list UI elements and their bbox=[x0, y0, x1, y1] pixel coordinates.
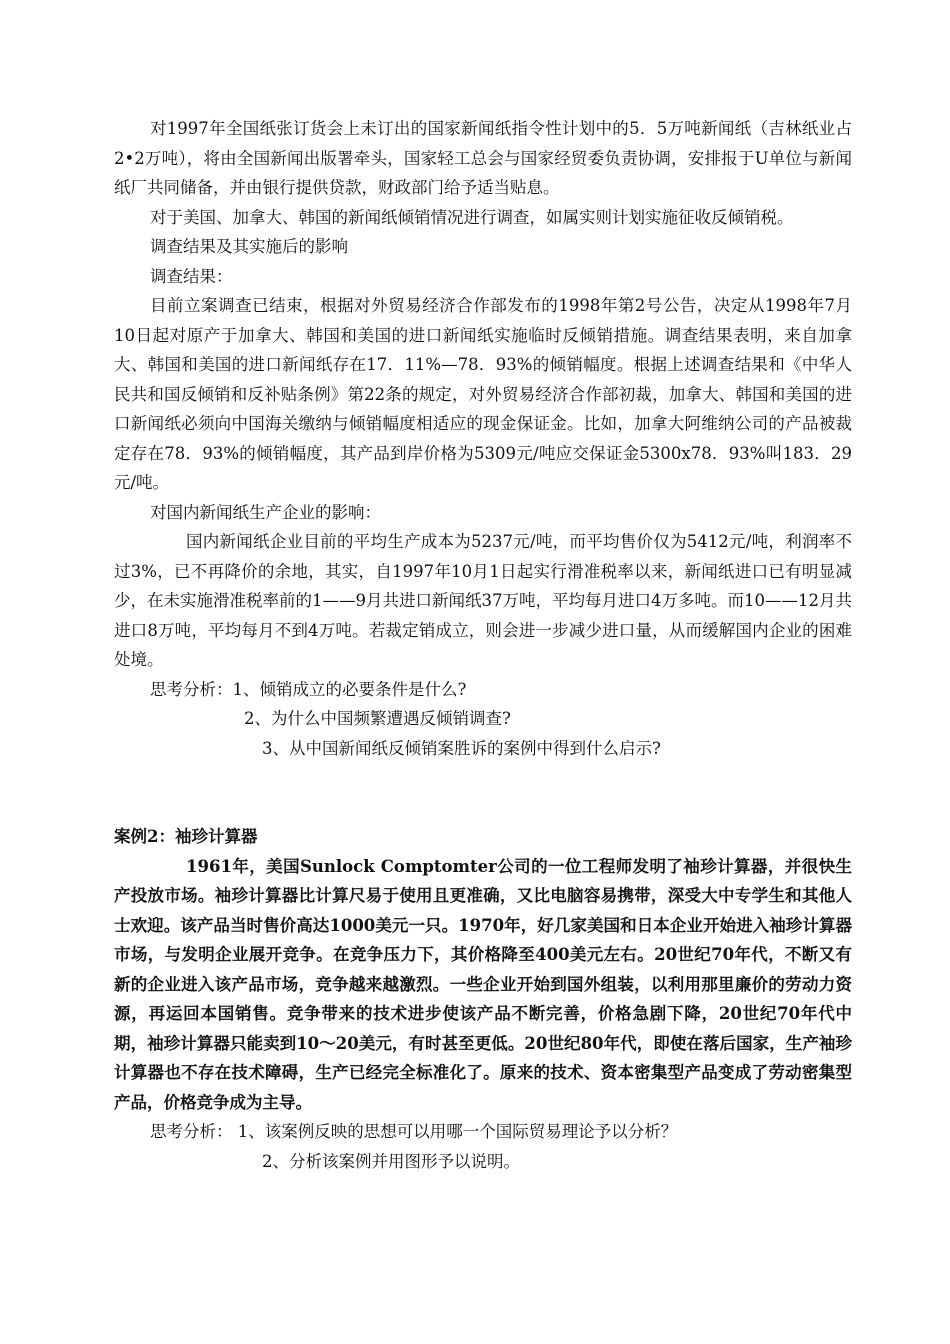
document-page bbox=[114, 114, 852, 1176]
question: 思考分析：1、倾销成立的必要条件是什么? bbox=[150, 679, 467, 699]
section-spacer bbox=[114, 763, 852, 822]
section-heading: 调查结果及其实施后的影响 bbox=[150, 237, 348, 256]
paragraph: 目前立案调查已结束，根据对外贸易经济合作部发布的1998年第2号公告，决定从1998年7月10日起对原产于加拿大、韩国和美国的进口新闻纸实施临时反倾销措施。调查结果表明，来自加拿大、韩国和美国的进口新闻纸存在17．11%—78．93%的倾销幅度。根据上述调查结果和《中华人民共和国反倾销和反补贴条例》第22条的规定，对外贸易经济合作部初裁，加拿大、韩国和美国的进口新闻纸必须向中国海关缴纳与倾销幅度相适应的现金保证金。比如，加拿大阿维纳公司的产品被裁定存在78．93%的倾销幅度，其产品到岸价格为5309元/吨应交保证金5300x78．93%叫183．29元/吨。 bbox=[114, 296, 852, 492]
question: 2、分析该案例并用图形予以说明。 bbox=[262, 1151, 520, 1171]
paragraph: 1961年，美国Sunlock Comptomter公司的一位工程师发明了袖珍计算器，并很快生产投放市场。袖珍计算器比计算尺易于使用且更准确，又比电脑容易携带，深受大中专学生和其他人士欢迎。该产品当时售价高达1000美元一只。1970年，好几家美国和日本企业开始进入袖珍计算器市场，与发明企业展开竞争。在竞争压力下，其价格降至400美元左右。20世纪70年代，不断又有新的企业进入该产品市场，竞争越来越激烈。一些企业开始到国外组装，以利用那里廉价的劳动力资源，再运回本国销售。竞争带来的技术进步使该产品不断完善，价格急剧下降，20世纪70年代中期，袖珍计算器只能卖到10～20美元，有时甚至更低。20世纪80年代，即使在落后国家，生产袖珍计算器也不存在技术障碍，生产已经完全标准化了。原来的技术、资本密集型产品变成了劳动密集型产品，价格竞争成为主导。 bbox=[114, 856, 852, 1112]
paragraph: 对1997年全国纸张订货会上未订出的国家新闻纸指令性计划中的5．5万吨新闻纸（吉林纸业占2•2万吨），将由全国新闻出版署牵头，国家轻工总会与国家经贸委负责协调，安排报于U单位与新闻纸厂共同储备，并由银行提供贷款，财政部门给予适当贴息。 bbox=[114, 119, 852, 197]
section-heading: 调查结果： bbox=[150, 266, 233, 286]
question: 3、从中国新闻纸反倾销案胜诉的案例中得到什么启示? bbox=[262, 738, 661, 758]
question: 2、为什么中国频繁遭遇反倾销调查? bbox=[244, 709, 511, 728]
question: 思考分析： 1、该案例反映的思想可以用哪一个国际贸易理论予以分析？ bbox=[150, 1122, 678, 1141]
paragraph: 国内新闻纸企业目前的平均生产成本为5237元/吨，而平均售价仅为5412元/吨，利润率不过3%，已不再降价的余地，其实，自1997年10月1日起实行滑准税率以来，新闻纸进口已有明显减少，在未实施滑准税率前的1——9月共进口新闻纸37万吨，平均每月进口4万多吨。而10——12月共进口8万吨，平均每月不到4万吨。若裁定销成立，则会进一步减少进口量，从而缓解国内企业的困难处境。 bbox=[114, 532, 852, 669]
paragraph: 对于美国、加拿大、韩国的新闻纸倾销情况进行调查，如属实则计划实施征收反倾销税。 bbox=[150, 207, 794, 227]
section-heading: 对国内新闻纸生产企业的影响： bbox=[150, 502, 381, 522]
case-title: 案例2：袖珍计算器 bbox=[114, 827, 258, 846]
